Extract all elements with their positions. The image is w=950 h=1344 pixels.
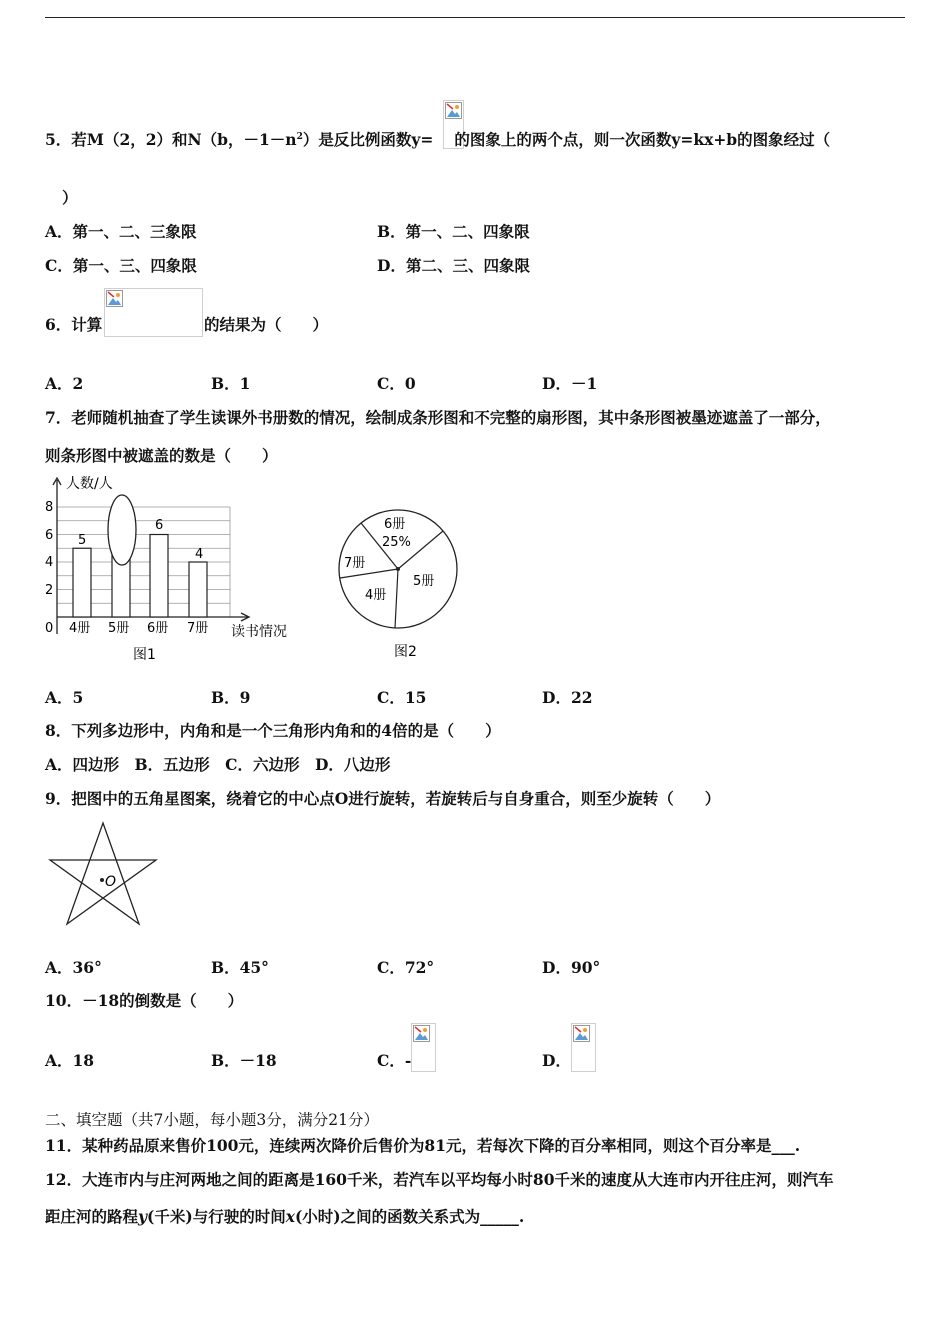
x-axis-label: 读书情况 bbox=[231, 624, 287, 640]
bar-2 bbox=[150, 535, 168, 618]
q7-stem-line1: 7．老师随机抽查了学生读课外书册数的情况，绘制成条形图和不完整的扇形图，其中条形图被墨迹遮盖了一部分， bbox=[45, 408, 831, 427]
bar-label-7ce: 4 bbox=[195, 547, 204, 562]
q10-option-c[interactable]: C．- bbox=[377, 1051, 412, 1070]
pie-label-4ce: 4册 bbox=[365, 588, 387, 603]
x-tick-6ce: 6册 bbox=[147, 621, 169, 636]
q11-stem: 11．某种药品原来售价100元，连续两次降价后售价为81元，若每次下降的百分率相同，则这个百分率是___. bbox=[45, 1136, 801, 1155]
formula-image-placeholder bbox=[104, 288, 203, 337]
q5-option-b[interactable]: B．第一、二、四象限 bbox=[377, 222, 530, 241]
q7-option-a[interactable]: A．5 bbox=[45, 688, 84, 707]
bar-chart-figure bbox=[38, 472, 303, 667]
q5-close-paren: ） bbox=[62, 188, 78, 207]
q6-stem-a: 6．计算 bbox=[45, 315, 103, 334]
q9-option-d[interactable]: D．90° bbox=[542, 958, 601, 977]
y-axis-label: 人数/人 bbox=[66, 476, 113, 492]
q8-stem: 8．下列多边形中，内角和是一个三角形内角和的4倍的是（ ） bbox=[45, 721, 501, 740]
pie-label-6ce: 6册 bbox=[384, 517, 406, 532]
pie-chart-figure bbox=[335, 505, 465, 663]
q10-stem: 10．－18的倒数是（ ） bbox=[45, 991, 244, 1010]
q9-option-c[interactable]: C．72° bbox=[377, 958, 435, 977]
pie-label-6ce-percent: 25% bbox=[382, 535, 411, 550]
q5-stem: 5．若M（2，2）和N（b，$-1-n^2$）是反比例函数y= 的图象上的两个点，则一次函数y=kx+b的图象经过（ bbox=[45, 130, 831, 150]
bar-label-4ce: 5 bbox=[78, 533, 87, 548]
broken-image-icon bbox=[413, 1025, 430, 1042]
q6-stem-b: 的结果为（ ） bbox=[204, 315, 329, 334]
q10-option-a[interactable]: A．18 bbox=[45, 1051, 95, 1070]
q6-option-c[interactable]: C．0 bbox=[377, 374, 416, 393]
pie-label-7ce: 7册 bbox=[344, 556, 366, 571]
star-outline bbox=[50, 823, 156, 924]
q12-stem-line1: 12．大连市内与庄河两地之间的距离是160千米，若汽车以平均每小时80千米的速度从大连市内开往庄河，则汽车 bbox=[45, 1170, 834, 1189]
q6-option-a[interactable]: A．2 bbox=[45, 374, 84, 393]
x-tick-4ce: 4册 bbox=[69, 621, 91, 636]
y-tick-0: 0 bbox=[45, 621, 54, 636]
bar-label-6ce: 6 bbox=[155, 518, 164, 533]
q9-option-b[interactable]: B．45° bbox=[211, 958, 269, 977]
y-tick-2: 2 bbox=[45, 583, 54, 598]
five-pointed-star-figure bbox=[45, 820, 160, 930]
q6-option-d[interactable]: D．－1 bbox=[542, 374, 598, 393]
q10-option-b[interactable]: B．－18 bbox=[211, 1051, 277, 1070]
broken-image-icon bbox=[445, 102, 462, 119]
broken-image-icon bbox=[573, 1025, 590, 1042]
y-tick-8: 8 bbox=[45, 500, 54, 515]
pie-center bbox=[396, 567, 400, 571]
x-tick-5ce: 5册 bbox=[108, 621, 130, 636]
q7-option-c[interactable]: C．15 bbox=[377, 688, 427, 707]
y-tick-6: 6 bbox=[45, 528, 54, 543]
q6-option-b[interactable]: B．1 bbox=[211, 374, 251, 393]
center-label-o: O bbox=[105, 874, 117, 890]
broken-image-icon bbox=[106, 290, 123, 307]
q7-stem-line2: 则条形图中被遮盖的数是（ ） bbox=[45, 446, 278, 465]
q12-stem-line2: 距庄河的路程y(千米)与行驶的时间x(小时)之间的函数关系式为_____. bbox=[45, 1207, 525, 1226]
figure1-caption: 图1 bbox=[133, 647, 156, 663]
q7-option-d[interactable]: D．22 bbox=[542, 688, 593, 707]
formula-image-placeholder bbox=[571, 1023, 596, 1072]
q5-option-c[interactable]: C．第一、三、四象限 bbox=[45, 256, 197, 275]
section-heading: 二、填空题（共7小题，每小题3分，满分21分） bbox=[45, 1111, 379, 1129]
figure2-caption: 图2 bbox=[394, 644, 417, 660]
header-rule bbox=[45, 17, 905, 18]
pie-label-5ce: 5册 bbox=[413, 574, 435, 589]
formula-image-placeholder bbox=[411, 1023, 436, 1072]
q10-option-d[interactable]: D． bbox=[542, 1051, 571, 1070]
q9-stem: 9．把图中的五角星图案，绕着它的中心点O进行旋转，若旋转后与自身重合，则至少旋转（ ） bbox=[45, 789, 721, 808]
q8-options[interactable]: A．四边形 B．五边形 C．六边形 D．八边形 bbox=[45, 755, 391, 774]
bar-3 bbox=[189, 562, 207, 617]
q7-option-b[interactable]: B．9 bbox=[211, 688, 251, 707]
q9-option-a[interactable]: A．36° bbox=[45, 958, 102, 977]
center-point-o bbox=[100, 878, 104, 882]
bar-0 bbox=[73, 548, 91, 617]
y-tick-4: 4 bbox=[45, 555, 54, 570]
x-tick-7ce: 7册 bbox=[187, 621, 209, 636]
q5-option-a[interactable]: A．第一、二、三象限 bbox=[45, 222, 197, 241]
q5-option-d[interactable]: D．第二、三、四象限 bbox=[377, 256, 530, 275]
ink-blot bbox=[108, 495, 136, 565]
